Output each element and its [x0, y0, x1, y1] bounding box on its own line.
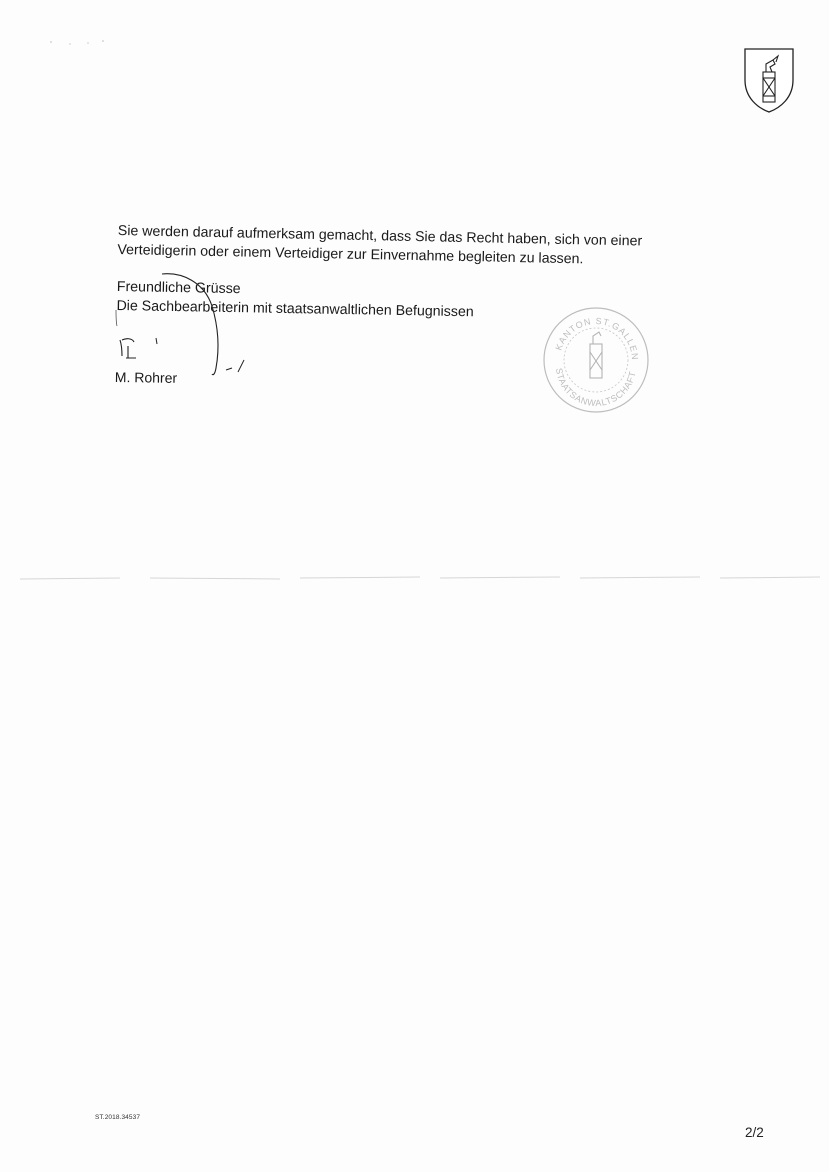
signer-title: Die Sachbearbeiterin mit staatsanwaltlichen Befugnissen — [116, 297, 474, 321]
scan-artifact — [48, 38, 118, 48]
closing-greeting: Freundliche Grüsse — [116, 278, 241, 298]
signer-name: M. Rohrer — [114, 368, 178, 386]
official-stamp-icon — [540, 304, 652, 416]
page-number: 2/2 — [745, 1125, 764, 1140]
svg-text:KANTON ST.GALLEN: KANTON ST.GALLEN — [553, 315, 641, 361]
document-reference: ST.2018.34537 — [95, 1114, 141, 1121]
svg-text:STAATSANWALTSCHAFT: STAATSANWALTSCHAFT — [553, 367, 638, 409]
legal-notice-paragraph: Sie werden darauf aufmerksam gemacht, dass Sie das Recht haben, sich von einer Verteidigerin oder einem Verteidiger zur Einvernahme begleiten zu lassen. — [117, 222, 643, 268]
coat-of-arms-icon — [742, 46, 796, 114]
scan-fold-line — [0, 574, 829, 582]
